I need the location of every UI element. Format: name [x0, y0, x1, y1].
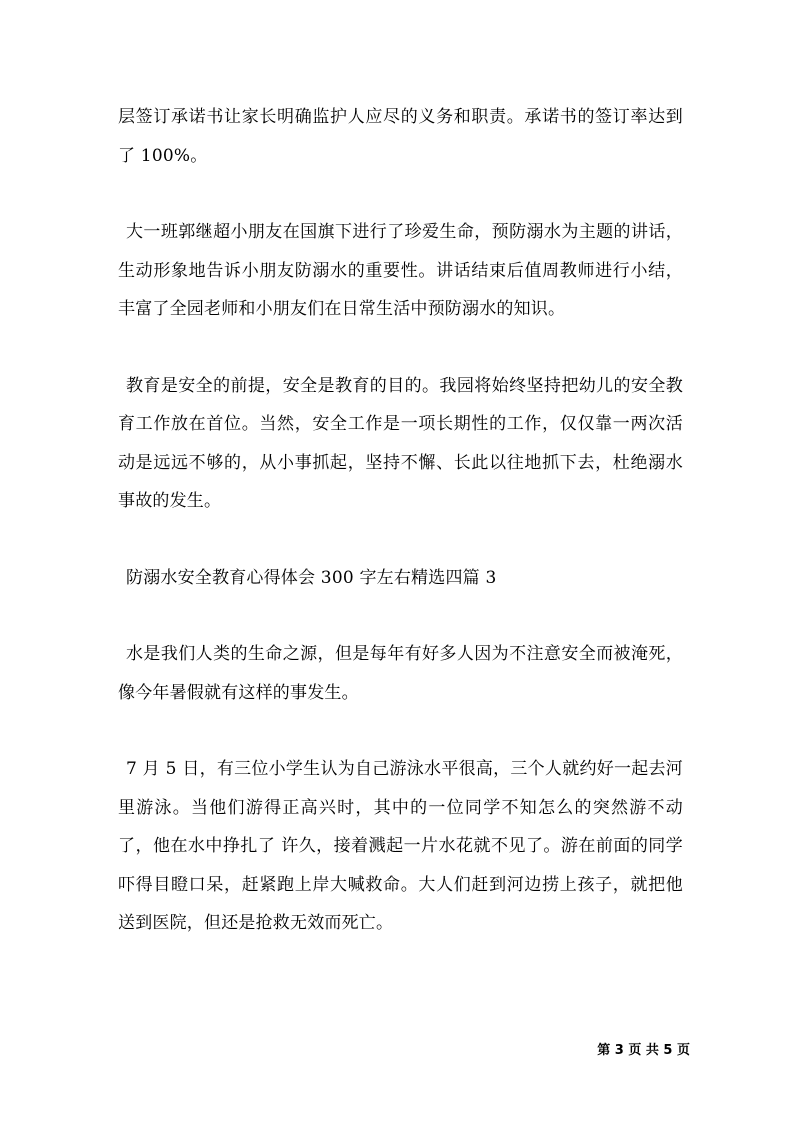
section-heading: 防溺水安全教育心得体会 300 字左右精选四篇 3 — [126, 567, 497, 588]
paragraph-safety-education: 教育是安全的前提，安全是教育的目的。我园将始终坚持把幼儿的安全教育工作放在首位。当然，安全工作是一项长期性的工作，仅仅靠一两次活动是远远不够的，从小事抓起，坚持不懈、长此以往地抓下去，杜绝溺水事故的发生。 — [118, 375, 683, 511]
paragraph-gap — [118, 597, 683, 635]
paragraph-incident: 7 月 5 日，有三位小学生认为自己游泳水平很高，三个人就约好一起去河里游泳。当他们游得正高兴时，其中的一位同学不知怎么的突然游不动了，他在水中挣扎了 许久，接着溅起一片水花就不见了。游在前面的同学吓得目瞪口呆，赶紧跑上岸大喊救命。大人们赶到河边捞上孩子，就把他送到医院，但还是抢救无效而死亡。 — [118, 759, 683, 933]
paragraph-water-source: 水是我们人类的生命之源，但是每年有好多人因为不注意安全而被淹死，像今年暑假就有这样的事发生。 — [118, 644, 683, 703]
paragraph-gap — [118, 712, 683, 750]
paragraph-commitment: 层签订承诺书让家长明确监护人应尽的义务和职责。承诺书的签订率达到了 100%。 — [118, 107, 683, 166]
page-number: 第 3 页 共 5 页 — [597, 1043, 690, 1058]
paragraph-gap — [118, 521, 683, 559]
paragraph-gap — [118, 329, 683, 367]
paragraph-gap — [118, 175, 683, 213]
document-body — [118, 98, 683, 943]
paragraph-flag-speech: 大一班郭继超小朋友在国旗下进行了珍爱生命，预防溺水为主题的讲话，生动形象地告诉小朋友防溺水的重要性。讲话结束后值周教师进行小结，丰富了全园老师和小朋友们在日常生活中预防溺水的知识。 — [118, 222, 683, 319]
